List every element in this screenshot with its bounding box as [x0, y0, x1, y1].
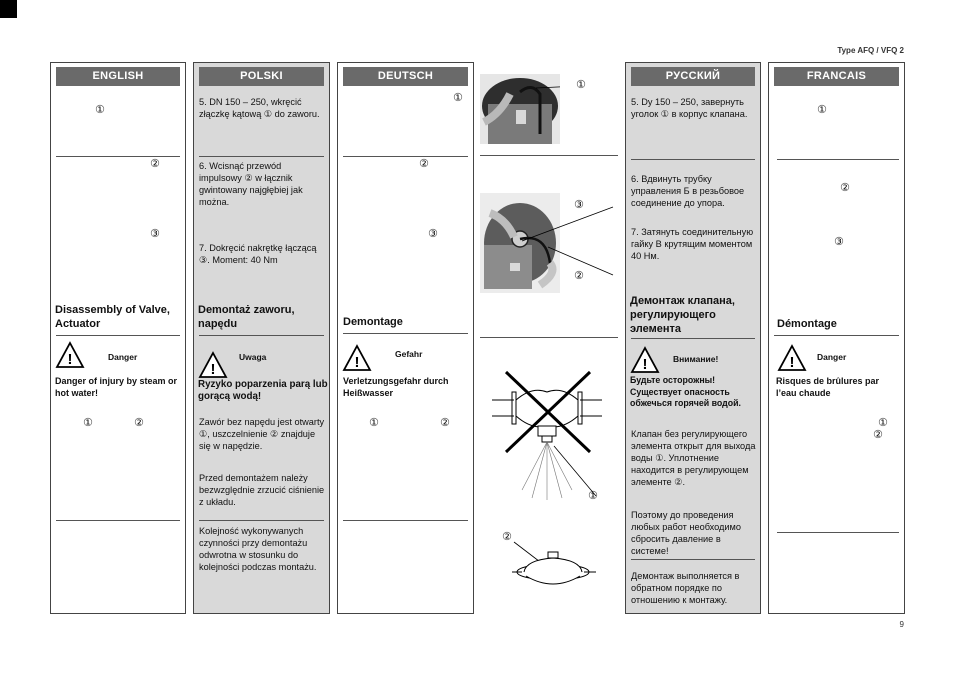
marker-2: ②	[873, 429, 883, 441]
warning-text: Ryzyko poparzenia parą lub gorącą wodą!	[198, 379, 328, 402]
marker-1: ①	[576, 79, 586, 91]
divider	[480, 155, 618, 156]
type-label: Type AFQ / VFQ 2	[837, 46, 904, 55]
page-number: 9	[899, 620, 904, 629]
marker-1: ①	[369, 417, 379, 429]
column-polski	[193, 62, 330, 614]
paragraph-2: Przed demontażem należy bezwzględnie zrzucić ciśnienie z układu.	[199, 473, 325, 507]
danger-warning-icon	[198, 351, 228, 379]
column-title-deutsch: DEUTSCH	[343, 67, 468, 86]
divider	[56, 520, 180, 521]
paragraph-3: Демонтаж выполняется в обратном порядке по отношению к монтажу.	[631, 571, 740, 605]
section-title: Demontage	[343, 316, 403, 328]
danger-warning-icon	[55, 341, 85, 369]
marker-3: ③	[150, 228, 160, 240]
divider	[343, 333, 468, 334]
divider	[199, 335, 324, 336]
leader-lines	[518, 197, 618, 277]
divider	[56, 335, 180, 336]
crossed-out-valve-diagram	[492, 370, 602, 510]
danger-symbol: !	[67, 351, 73, 368]
marker-2: ②	[574, 270, 584, 282]
column-francais	[768, 62, 905, 614]
section-title: Démontage	[777, 318, 837, 330]
paragraph-3: Kolejność wykonywanych czynności przy demontażu odwrotna w stosunku do kolejności podczas montażu.	[199, 526, 317, 572]
column-russian	[625, 62, 761, 614]
warning-text: Будьте осторожны! Существует опасность обжечься горячей водой.	[630, 375, 741, 408]
divider	[343, 156, 468, 157]
marker-3: ③	[834, 236, 844, 248]
marker-2: ②	[419, 158, 429, 170]
warning-title: Внимание!	[673, 354, 719, 364]
marker-1: ①	[878, 417, 888, 429]
step-7: 7. Dokręcić nakrętkę łączącą ③. Moment: 40 Nm	[199, 243, 317, 265]
column-title-english: ENGLISH	[56, 67, 180, 86]
paragraph-1: Zawór bez napędu jest otwarty ①, uszczelnienie ② znajduje się w napędzie.	[199, 417, 325, 451]
warning-text: Danger of injury by steam or hot water!	[55, 376, 178, 398]
danger-symbol: !	[642, 356, 648, 373]
divider	[631, 159, 755, 160]
divider	[777, 159, 899, 160]
marker-1: ①	[588, 490, 598, 502]
column-english	[50, 62, 186, 614]
column-deutsch	[337, 62, 474, 614]
marker-3: ③	[428, 228, 438, 240]
actuator-seal-diagram	[508, 538, 598, 598]
divider	[631, 338, 755, 339]
marker-2: ②	[134, 417, 144, 429]
illustration-column	[478, 62, 620, 614]
divider	[56, 156, 180, 157]
warning-title: Danger	[817, 352, 847, 362]
warning-title: Gefahr	[395, 349, 423, 359]
divider	[777, 532, 899, 533]
column-title-francais: FRANCAIS	[774, 67, 899, 86]
divider	[631, 559, 755, 560]
marker-1: ①	[83, 417, 93, 429]
marker-3: ③	[574, 199, 584, 211]
warning-title: Danger	[108, 352, 138, 362]
section-title: Disassembly of Valve, Actuator	[55, 304, 170, 330]
paragraph-1: Клапан без регулирующего элемента открыт для выхода воды ①. Уплотнение находится в регулирующем элементе ②.	[631, 429, 756, 487]
step-5: 5. DN 150 – 250, wkręcić złączkę kątową ① do zaworu.	[199, 97, 320, 119]
section-title: Демонтаж клапана, регулирующего элемента	[630, 295, 735, 335]
divider	[199, 156, 324, 157]
warning-title: Uwaga	[239, 352, 267, 362]
divider	[774, 335, 899, 336]
divider	[199, 520, 324, 521]
danger-warning-icon	[777, 344, 807, 372]
marker-2: ②	[502, 531, 512, 543]
section-title: Demontaż zaworu, napędu	[198, 304, 295, 330]
danger-symbol: !	[210, 361, 216, 378]
marker-2: ②	[150, 158, 160, 170]
column-title-polski: POLSKI	[199, 67, 324, 86]
warning-text: Verletzungsgefahr durch Heißwasser	[343, 376, 449, 398]
divider	[343, 520, 468, 521]
danger-symbol: !	[789, 354, 795, 371]
step-5: 5. Dy 150 – 250, завернуть уголок ① в корпус клапана.	[631, 97, 748, 119]
marker-1: ①	[95, 104, 105, 116]
danger-symbol: !	[354, 354, 360, 371]
danger-warning-icon	[342, 344, 372, 372]
step-6: 6. Wcisnąć przewód impulsowy ② w łącznik gwintowany najgłębiej jak można.	[199, 161, 303, 207]
corner-registration-mark	[0, 0, 17, 18]
warning-text: Risques de brûlures par l’eau chaude	[776, 376, 880, 398]
marker-2: ②	[840, 182, 850, 194]
marker-1: ①	[817, 104, 827, 116]
column-title-russian: РУССКИЙ	[631, 67, 755, 86]
marker-1: ①	[453, 92, 463, 104]
divider	[480, 337, 618, 338]
paragraph-2: Поэтому до проведения любых работ необходимо сбросить давление в системе!	[631, 510, 741, 556]
step-7: 7. Затянуть соединительную гайку В крутящим моментом 40 Нм.	[631, 227, 754, 261]
danger-warning-icon	[630, 346, 660, 374]
angle-fitting-photo	[480, 74, 560, 144]
step-6: 6. Вдвинуть трубку управления Б в резьбовое соединение до упора.	[631, 174, 745, 208]
marker-2: ②	[440, 417, 450, 429]
